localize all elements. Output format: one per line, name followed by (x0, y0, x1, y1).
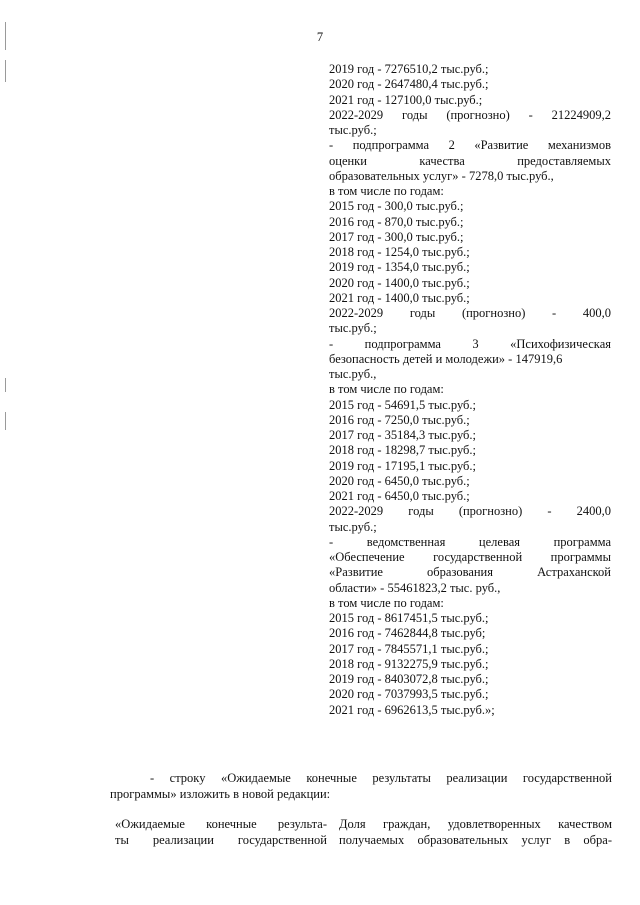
column-line: 2020 год - 7037993,5 тыс.руб.; (329, 687, 489, 702)
column-line: тыс.руб.; (329, 123, 377, 137)
column-line: 2017 год - 7845571,1 тыс.руб.; (329, 641, 489, 656)
column-line: 2022-2029 годы (прогнозно) - 2400,0 (329, 504, 611, 519)
column-line: в том числе по годам: (329, 382, 444, 397)
column-line: 2019 год - 8403072,8 тыс.руб.; (329, 672, 489, 686)
table-cell-right (339, 817, 612, 848)
column-line: области» - 55461823,2 тыс. руб., (329, 580, 501, 595)
scan-edge-mark (5, 412, 6, 430)
column-line: 2018 год - 1254,0 тыс.руб.; (329, 245, 470, 259)
column-line: «Развитие образования Астраханской (329, 565, 611, 580)
column-line: 2021 год - 127100,0 тыс.руб.; (329, 92, 483, 107)
column-line: 2016 год - 7250,0 тыс.руб.; (329, 412, 470, 427)
scan-edge-mark (5, 22, 6, 50)
budget-column (329, 62, 611, 718)
column-line: - подпрограмма 2 «Развитие механизмов (329, 138, 611, 153)
column-line: 2015 год - 300,0 тыс.руб.; (329, 199, 464, 214)
column-line: 2018 год - 18298,7 тыс.руб.; (329, 443, 477, 458)
column-line: в том числе по годам: (329, 595, 444, 610)
column-line: 2020 год - 2647480,4 тыс.руб.; (329, 77, 489, 92)
column-line: образовательных услуг» - 7278,0 тыс.руб., (329, 168, 554, 183)
column-line: 2019 год - 1354,0 тыс.руб.; (329, 260, 470, 275)
table-cell-left (115, 817, 327, 848)
column-line: 2018 год - 9132275,9 тыс.руб.; (329, 656, 489, 671)
table-cell-right-line-2: получаемых образовательных услуг в обра- (339, 832, 612, 847)
column-line: 2019 год - 7276510,2 тыс.руб.; (329, 62, 489, 76)
paragraph-line: - строку «Ожидаемые конечные результаты реализации государственной (150, 771, 612, 785)
column-line: 2019 год - 17195,1 тыс.руб.; (329, 458, 477, 473)
column-line: оценки качества предоставляемых (329, 153, 611, 168)
column-line: 2021 год - 6962613,5 тыс.руб.»; (329, 702, 495, 717)
table-cell-left-line-2: ты реализации государственной (115, 832, 327, 847)
column-line: 2022-2029 годы (прогнозно) - 21224909,2 (329, 107, 611, 122)
column-line: 2015 год - 54691,5 тыс.руб.; (329, 397, 477, 412)
table-cell-left-line-1: «Ожидаемые конечные результа- (115, 817, 327, 831)
page-number: 7 (316, 30, 324, 44)
column-line: 2022-2029 годы (прогнозно) - 400,0 (329, 306, 611, 320)
column-line: 2016 год - 7462844,8 тыс.руб; (329, 626, 486, 641)
amendment-paragraph (110, 771, 612, 802)
column-line: 2016 год - 870,0 тыс.руб.; (329, 214, 464, 229)
table-cell-right-line-1: Доля граждан, удовлетворенных качеством (339, 817, 612, 831)
column-line: - подпрограмма 3 «Психофизическая (329, 336, 611, 351)
column-line: «Обеспечение государственной программы (329, 550, 611, 564)
column-line: 2015 год - 8617451,5 тыс.руб.; (329, 611, 489, 625)
column-line: тыс.руб., (329, 367, 377, 381)
column-line: 2020 год - 1400,0 тыс.руб.; (329, 275, 470, 290)
scan-edge-mark (5, 378, 6, 392)
column-line: тыс.руб.; (329, 321, 377, 336)
column-line: 2017 год - 35184,3 тыс.руб.; (329, 428, 477, 442)
column-line: безопасность детей и молодежи» - 147919,6 (329, 351, 563, 366)
column-line: - ведомственная целевая программа (329, 534, 611, 549)
column-line: 2020 год - 6450,0 тыс.руб.; (329, 473, 470, 488)
column-line: 2017 год - 300,0 тыс.руб.; (329, 229, 464, 244)
column-line: 2021 год - 1400,0 тыс.руб.; (329, 290, 470, 305)
paragraph-line: программы» изложить в новой редакции: (110, 786, 331, 801)
column-line: в том числе по годам: (329, 184, 444, 198)
scan-edge-mark (5, 60, 6, 82)
column-line: тыс.руб.; (329, 519, 377, 534)
column-line: 2021 год - 6450,0 тыс.руб.; (329, 489, 470, 503)
